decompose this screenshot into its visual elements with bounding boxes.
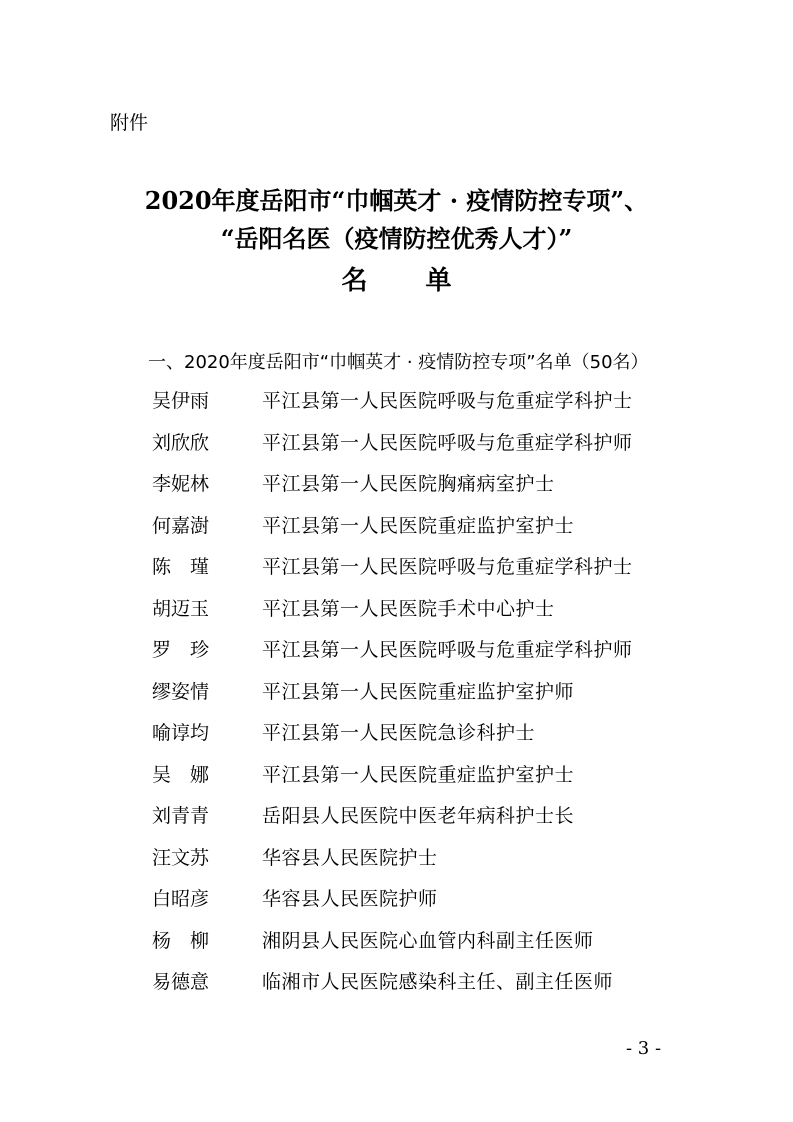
list-item <box>152 589 633 631</box>
person-unit: 平江县第一人民医院手术中心护士 <box>262 597 555 620</box>
person-name: 缪姿情 <box>152 680 210 703</box>
person-unit: 平江县第一人民医院呼吸与危重症学科护士 <box>262 556 633 578</box>
list-item <box>152 713 633 755</box>
person-name: 何嘉澍 <box>152 514 210 537</box>
person-name: 汪文苏 <box>152 846 210 869</box>
person-unit: 岳阳县人民医院中医老年病科护士长 <box>262 805 575 827</box>
person-unit: 平江县第一人民医院胸痛病室护士 <box>262 473 555 495</box>
person-name: 易德意 <box>152 971 210 993</box>
person-unit: 华容县人民医院护士 <box>262 846 438 869</box>
list-item <box>152 838 633 880</box>
person-name: 杨 柳 <box>152 929 210 952</box>
person-unit: 平江县第一人民医院重症监护室护士 <box>262 514 575 537</box>
person-unit: 平江县第一人民医院呼吸与危重症学科护士 <box>262 390 633 412</box>
name-list <box>152 381 633 1004</box>
list-item <box>152 547 633 589</box>
person-name: 李妮林 <box>152 473 210 495</box>
attachment-label: 附件 <box>110 112 149 134</box>
list-item <box>152 921 633 963</box>
person-unit: 平江县第一人民医院急诊科护士 <box>262 722 536 744</box>
list-item <box>152 464 633 506</box>
person-name: 刘青青 <box>152 805 210 827</box>
person-name: 胡迈玉 <box>152 597 210 620</box>
list-item <box>152 879 633 921</box>
person-unit: 平江县第一人民医院重症监护室护师 <box>262 680 575 703</box>
person-unit: 华容县人民医院护师 <box>262 888 438 910</box>
person-unit: 平江县第一人民医院呼吸与危重症学科护师 <box>262 639 633 661</box>
section-heading: 一、2020年度岳阳市“巾帼英才 · 疫情防控专项”名单（50名） <box>148 352 649 373</box>
list-item <box>152 381 633 423</box>
person-name: 罗 珍 <box>152 639 210 661</box>
document-title-line-3: 名单 <box>341 266 510 296</box>
list-item <box>152 962 633 1004</box>
person-name: 喻谆均 <box>152 722 210 744</box>
person-unit: 平江县第一人民医院呼吸与危重症学科护师 <box>262 431 633 454</box>
list-item <box>152 755 633 797</box>
document-title-line-2: “岳阳名医（疫情防控优秀人才）” <box>220 224 573 253</box>
person-name: 吴 娜 <box>152 763 210 786</box>
list-item <box>152 423 633 465</box>
person-unit: 湘阴县人民医院心血管内科副主任医师 <box>262 929 594 952</box>
page-number: - 3 - <box>626 1038 662 1059</box>
list-item <box>152 506 633 548</box>
person-name: 白昭彦 <box>152 888 210 910</box>
person-unit: 临湘市人民医院感染科主任、副主任医师 <box>262 971 614 993</box>
list-item <box>152 796 633 838</box>
person-name: 吴伊雨 <box>152 390 210 412</box>
list-item <box>152 630 633 672</box>
list-item <box>152 672 633 714</box>
person-name: 陈 瑾 <box>152 556 210 578</box>
person-name: 刘欣欣 <box>152 431 210 454</box>
document-title-line-1: 2020年度岳阳市“巾帼英才 · 疫情防控专项”、 <box>144 186 649 215</box>
person-unit: 平江县第一人民医院重症监护室护士 <box>262 763 575 786</box>
